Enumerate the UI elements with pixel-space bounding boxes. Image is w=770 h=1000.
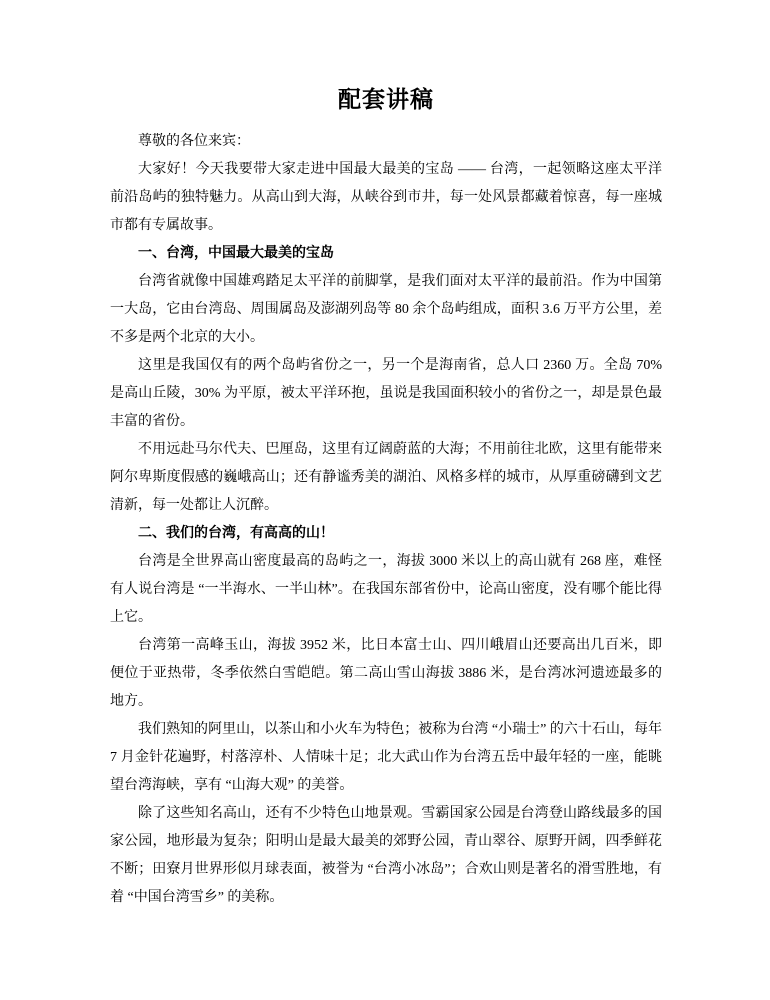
section-2-paragraph-3: 我们熟知的阿里山，以茶山和小火车为特色；被称为台湾 “小瑞士” 的六十石山，每年 7 月金针花遍野，村落淳朴、人情味十足；北大武山作为台湾五岳中最年轻的一座，能眺望台湾海峡，享有 “山海大观” 的美誉。 bbox=[110, 722, 662, 793]
intro-paragraph: 大家好！今天我要带大家走进中国最大最美的宝岛 —— 台湾，一起领略这座太平洋前沿岛屿的独特魅力。从高山到大海，从峡谷到市井，每一处风景都藏着惊喜，每一座城市都有专属故事。 bbox=[110, 162, 662, 233]
section-1-paragraph-3: 不用远赴马尔代夫、巴厘岛，这里有辽阔蔚蓝的大海；不用前往北欧，这里有能带来阿尔卑斯度假感的巍峨高山；还有静谧秀美的湖泊、风格多样的城市，从厚重磅礴到文艺清新，每一处都让人沉醉。 bbox=[110, 442, 662, 513]
section-1-paragraph-2: 这里是我国仅有的两个岛屿省份之一，另一个是海南省，总人口 2360 万。全岛 70%是高山丘陵，30% 为平原，被太平洋环抱，虽说是我国面积较小的省份之一，却是景色最丰富的省份。 bbox=[110, 358, 662, 429]
section-2-paragraph-2: 台湾第一高峰玉山，海拔 3952 米，比日本富士山、四川峨眉山还要高出几百米，即便位于亚热带，冬季依然白雪皑皑。第二高山雪山海拔 3886 米，是台湾冰河遗迹最多的地方。 bbox=[110, 638, 662, 709]
section-2-paragraph-4: 除了这些知名高山，还有不少特色山地景观。雪霸国家公园是台湾登山路线最多的国家公园，地形最为复杂；阳明山是最大最美的郊野公园，青山翠谷、原野开阔，四季鲜花不断；田寮月世界形似月球表面，被誉为 “台湾小冰岛”；合欢山则是著名的滑雪胜地，有着 “中国台湾雪乡” 的美称。 bbox=[110, 806, 662, 905]
salutation-line: 尊敬的各位来宾： bbox=[138, 134, 250, 149]
section-1-heading: 一、台湾，中国最大最美的宝岛 bbox=[138, 246, 334, 261]
section-1-paragraph-1: 台湾省就像中国雄鸡踏足太平洋的前脚掌，是我们面对太平洋的最前沿。作为中国第一大岛，它由台湾岛、周围属岛及澎湖列岛等 80 余个岛屿组成，面积 3.6 万平方公里，差不多是两个北京的大小。 bbox=[110, 274, 662, 345]
section-2-paragraph-1: 台湾是全世界高山密度最高的岛屿之一，海拔 3000 米以上的高山就有 268 座，难怪有人说台湾是 “一半海水、一半山林”。在我国东部省份中，论高山密度，没有哪个能比得上它。 bbox=[110, 554, 662, 625]
document-title: 配套讲稿 bbox=[338, 87, 434, 112]
section-2-heading: 二、我们的台湾，有高高的山！ bbox=[138, 526, 334, 541]
